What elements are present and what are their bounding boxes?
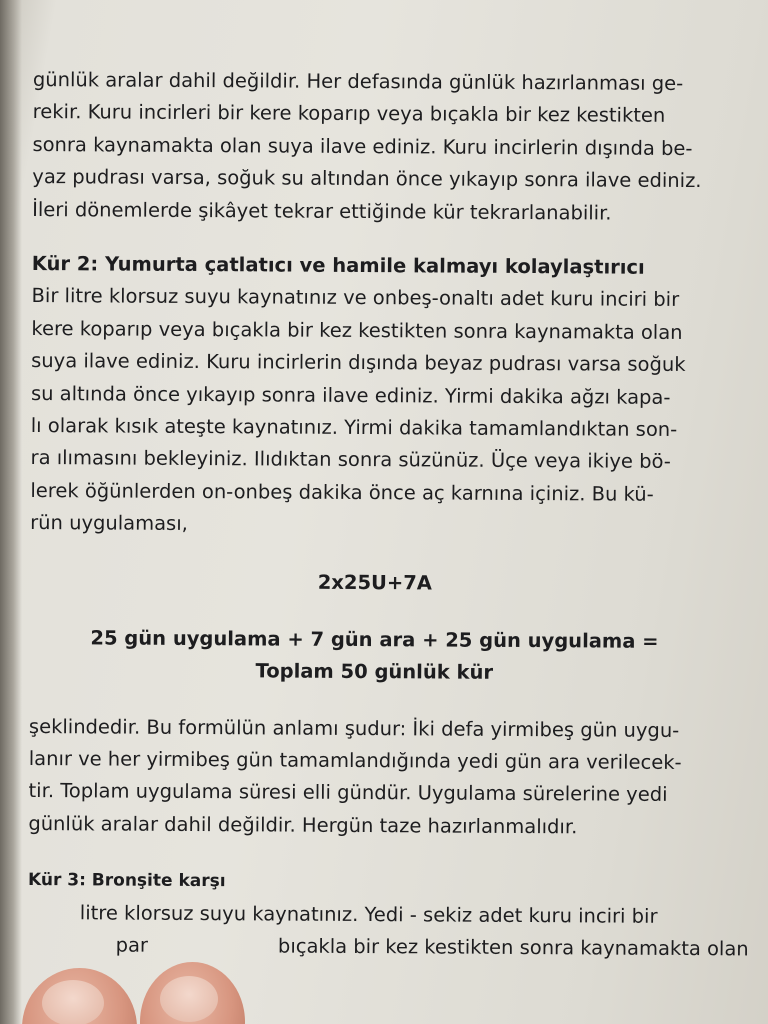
text-line: lı olarak kısık ateşte kaynatınız. Yirmi dakika tamamlandıktan son-: [30, 413, 678, 441]
text-line: litre klorsuz suyu kaynatınız. Yedi - sekiz adet kuru inciri bir: [79, 900, 658, 928]
text-line: sonra kaynamakta olan suya ilave ediniz. Kuru incirlerin dışında be-: [32, 132, 693, 160]
text-line: rekir. Kuru incirleri bir kere koparıp veya bıçakla bir kez kestikten: [32, 100, 666, 128]
paragraph-2: [30, 280, 752, 544]
paragraph-1: [32, 64, 753, 230]
text-line: kere koparıp veya bıçakla bir kez kestikten sonra kaynamakta olan: [31, 316, 683, 344]
section-heading-kur-3: Kür 3: Bronşite karşı: [27, 870, 226, 892]
fingernail-right: [160, 976, 218, 1022]
text-line: lanır ve her yirmibeş gün tamamlandığında yedi gün ara verilecek-: [28, 747, 682, 775]
formula-line-1: 25 gün uygulama + 7 gün ara + 25 gün uygulama =: [90, 626, 659, 653]
text-line: günlük aralar dahil değildir. Hergün taze hazırlanmalıdır.: [28, 811, 578, 839]
text-line: tir. Toplam uygulama süresi elli gündür. Uygulama sürelerine yedi: [28, 779, 668, 807]
paragraph-3: [28, 711, 749, 845]
formula-line-2: Toplam 50 günlük kür: [255, 659, 494, 685]
fingernail-left: [42, 980, 104, 1024]
text-line: su altında önce yıkayıp sonra ilave ediniz. Yirmi dakika ağzı kapa-: [30, 381, 671, 409]
paragraph-4: [28, 897, 748, 966]
page-text: [28, 64, 753, 966]
text-line: yaz pudrası varsa, soğuk su altından önce yıkayıp sonra ilave ediniz.: [32, 165, 702, 193]
text-line: lerek öğünlerden on-onbeş dakika önce aç karnına içiniz. Bu kü-: [30, 478, 654, 506]
text-line: şeklindedir. Bu formülün anlamı şudur: İki defa yirmibeş gün uygu-: [28, 714, 680, 742]
text-line: suya ilave ediniz. Kuru incirlerin dışında beyaz pudrası varsa soğuk: [31, 349, 686, 377]
text-line: rün uygulaması,: [30, 511, 188, 536]
text-line: günlük aralar dahil değildir. Her defasında günlük hazırlanması ge-: [32, 67, 684, 95]
text-fragment: par: [115, 933, 149, 957]
book-spine-shadow: [0, 0, 22, 1024]
text-line: İleri dönemlerde şikâyet tekrar ettiğinde kür tekrarlanabilir.: [32, 197, 612, 225]
text-line: ra ılımasını bekleyiniz. Ilıdıktan sonra süzünüz. Üçe veya ikiye bö-: [30, 446, 671, 474]
text-line: Bir litre klorsuz suyu kaynatınız ve onbeş-onaltı adet kuru inciri bir: [31, 284, 680, 312]
text-fragment: bıçakla bir kez kestikten sonra kaynamakta olan: [277, 934, 749, 961]
text-line: [28, 929, 748, 966]
section-heading-kur-2: Kür 2: Yumurta çatlatıcı ve hamile kalmayı kolaylaştırıcı: [31, 251, 645, 279]
formula-short: 2x25U+7A: [317, 571, 432, 595]
